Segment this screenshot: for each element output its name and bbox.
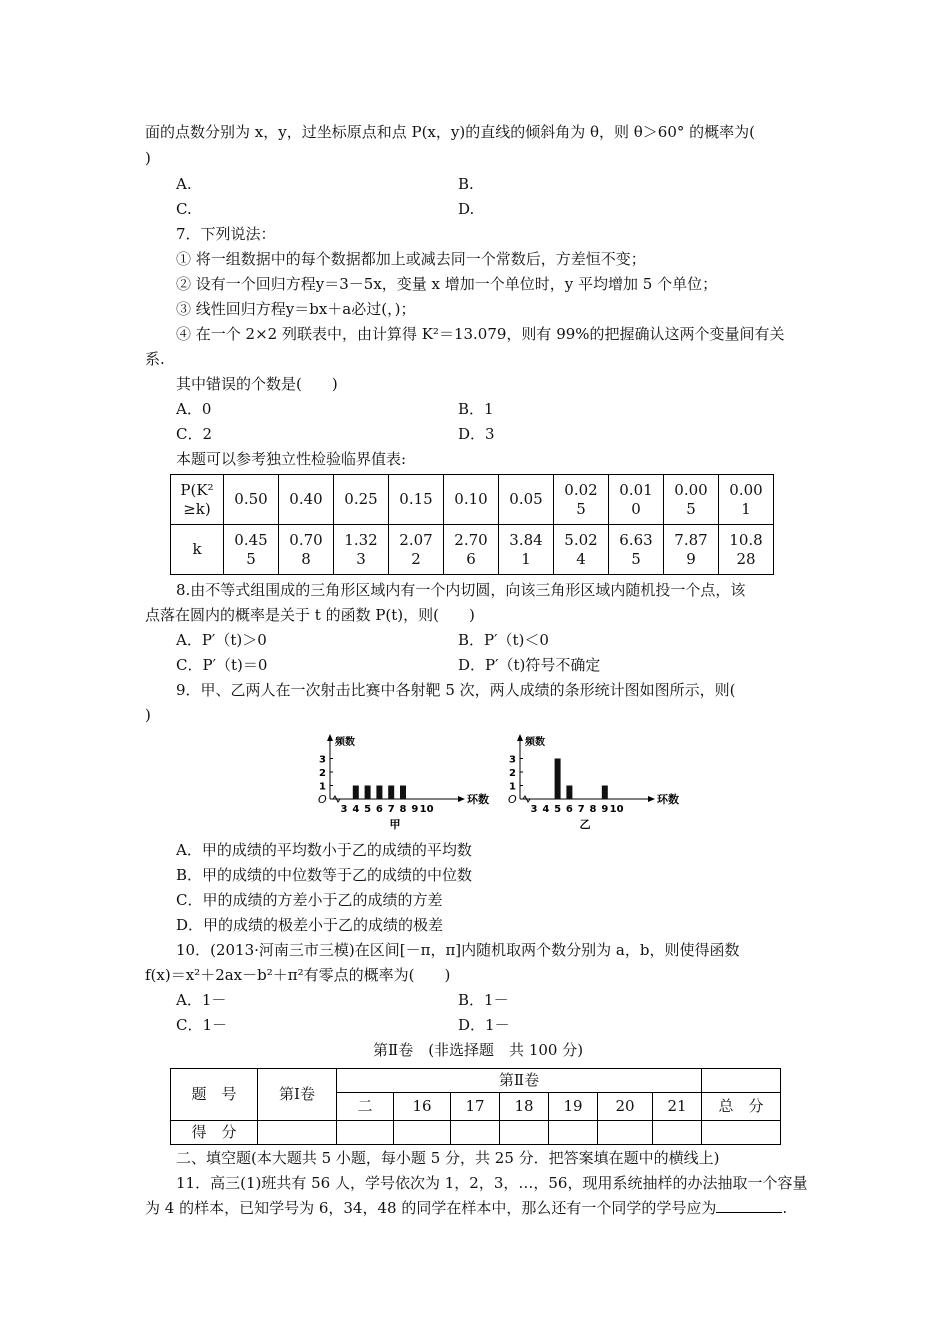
cell-line: 28 (736, 549, 756, 568)
x-tick-label: 3 (530, 804, 538, 815)
x-axis-arrow (648, 796, 655, 802)
k-cell (444, 525, 499, 575)
q6-option-b: B. (458, 175, 474, 193)
cell-line: 0.40 (289, 490, 323, 508)
critical-table-head-k: k (171, 525, 224, 575)
cell-line: 9 (686, 549, 696, 568)
bar (376, 786, 382, 800)
q8-option-c: C．P′（t)＝0 (176, 656, 268, 674)
q6-option-c: C. (176, 200, 192, 218)
q6-line1: 面的点数分别为 x，y，过坐标原点和点 P(x，y)的直线的倾斜角为 θ，则 θ＞60° 的概率为( (145, 123, 756, 141)
cell-line: 1 (521, 549, 531, 568)
k-cell (719, 525, 774, 575)
cell-line: 0.10 (454, 490, 488, 508)
score-col: 21 (653, 1093, 702, 1121)
x-tick-label: 8 (589, 804, 597, 815)
cell-line: 0.45 (234, 530, 268, 549)
cell-line: ≥k) (183, 499, 211, 518)
p-cell (609, 475, 664, 525)
score-input-cell[interactable] (702, 1121, 781, 1145)
q7-statement-4-cont: 系. (145, 350, 165, 368)
y-axis-arrow (517, 734, 523, 741)
x-tick-label: 6 (375, 804, 383, 815)
q8-option-d: D．P′（t)符号不确定 (458, 656, 601, 674)
score-table-qnum-head: 题 号 (171, 1069, 258, 1121)
q7-statement-4: ④ 在一个 2×2 列联表中，由计算得 K²＝13.079，则有 99%的把握确认这两个变量间有关 (176, 325, 785, 343)
critical-value-table (170, 474, 774, 575)
q6-option-d: D. (458, 200, 475, 218)
k-cell (554, 525, 609, 575)
q9-option-a: A．甲的成绩的平均数小于乙的成绩的平均数 (176, 841, 472, 859)
cell-line: 10.8 (729, 530, 763, 549)
score-table-score-row (171, 1121, 781, 1145)
score-col: 18 (500, 1093, 549, 1121)
x-tick-label: 7 (577, 804, 585, 815)
cell-line: 0.50 (234, 490, 268, 508)
q8-option-a: A．P′（t)＞0 (176, 631, 267, 649)
score-col: 20 (598, 1093, 653, 1121)
p-cell (664, 475, 719, 525)
q7-ask: 其中错误的个数是( ) (176, 375, 338, 393)
cell-line: 0.15 (399, 490, 433, 508)
score-table (170, 1068, 781, 1145)
x-axis-label: 环数 (467, 793, 489, 806)
x-tick-label: 4 (542, 804, 550, 815)
k-cell (664, 525, 719, 575)
cell-line: 8 (301, 549, 311, 568)
y-tick-label: 3 (319, 754, 326, 766)
cell-line: 2.70 (454, 530, 488, 549)
p-cell (334, 475, 389, 525)
part2-title: 第Ⅱ卷 (非选择题 共 100 分) (373, 1041, 584, 1059)
q11-answer-blank[interactable] (716, 1198, 782, 1213)
x-tick-label: 7 (387, 804, 395, 815)
cell-line: 2 (411, 549, 421, 568)
score-table-score-head: 得 分 (171, 1121, 258, 1145)
cell-line: 0.05 (509, 490, 543, 508)
cell-line: 6.63 (619, 530, 653, 549)
x-tick-label: 9 (411, 804, 419, 815)
cell-line: 5.02 (564, 530, 598, 549)
cell-line: 5 (576, 499, 586, 518)
score-input-cell[interactable] (500, 1121, 549, 1145)
bar (555, 759, 561, 800)
score-table-part2-head: 第Ⅱ卷 (337, 1069, 702, 1093)
k-cell (224, 525, 279, 575)
cell-line: 6 (466, 549, 476, 568)
q9-line2: ) (145, 706, 151, 724)
score-input-cell[interactable] (394, 1121, 451, 1145)
q10-line2: f(x)＝x²＋2ax－b²＋π²有零点的概率为( ) (145, 966, 451, 984)
cell-line: 5 (246, 549, 256, 568)
x-tick-label: 8 (399, 804, 407, 815)
cell-line: 4 (576, 549, 586, 568)
origin-label: O (508, 793, 517, 806)
bar (365, 786, 371, 800)
chart-title: 乙 (579, 818, 591, 831)
cell-line: 5 (686, 499, 696, 518)
x-tick-label: 5 (554, 804, 562, 815)
cell-line: 1 (741, 499, 751, 518)
p-cell (279, 475, 334, 525)
p-cell (444, 475, 499, 525)
bar (353, 786, 359, 800)
score-table-empty-cell (702, 1069, 781, 1093)
q7-reference-note: 本题可以参考独立性检验临界值表: (176, 450, 407, 468)
y-tick-label: 1 (319, 781, 326, 793)
origin-label: O (318, 793, 327, 806)
y-tick-label: 2 (509, 768, 516, 779)
p-cell (719, 475, 774, 525)
q7-option-a: A．0 (176, 400, 212, 418)
score-table-part1-head: 第Ⅰ卷 (258, 1069, 337, 1121)
score-table-total-head: 总 分 (702, 1093, 781, 1121)
k-cell (389, 525, 444, 575)
score-col: 二 (337, 1093, 394, 1121)
y-tick-label: 3 (509, 754, 516, 766)
bar (400, 786, 406, 800)
cell-line: 2.07 (399, 530, 433, 549)
q10-option-a: A．1－ (176, 991, 227, 1009)
cell-line: 7.87 (674, 530, 708, 549)
x-tick-label: 5 (364, 804, 372, 815)
critical-table-row-p (171, 475, 774, 525)
q11-line2 (145, 1198, 787, 1218)
cell-line: 3.84 (509, 530, 543, 549)
cell-line: 5 (631, 549, 641, 568)
bar-chart-yi (500, 733, 690, 833)
q7-statement-3: ③ 线性回归方程y＝bx＋a必过(，)； (176, 300, 416, 318)
x-tick-label: 4 (352, 804, 360, 815)
cell-line: 0 (631, 499, 641, 518)
p-cell (499, 475, 554, 525)
y-axis-arrow (327, 734, 333, 741)
q8-option-b: B．P′（t)＜0 (458, 631, 549, 649)
q7-option-b: B．1 (458, 400, 494, 418)
q7-statement-2: ② 设有一个回归方程y＝3－5x，变量 x 增加一个单位时，y 平均增加 5 个单位； (176, 275, 718, 293)
cell-line: P(K² (180, 480, 214, 499)
bar (566, 786, 572, 800)
q10-option-c: C．1－ (176, 1016, 228, 1034)
q9-option-c: C．甲的成绩的方差小于乙的成绩的方差 (176, 891, 443, 909)
cell-line: 0.00 (674, 480, 708, 499)
q7-stem: 7．下列说法： (176, 225, 276, 243)
x-tick-label: 10 (419, 804, 434, 815)
cell-line: 0.70 (289, 530, 323, 549)
score-input-cell[interactable] (451, 1121, 500, 1145)
cell-line: 0.25 (344, 490, 378, 508)
score-input-cell[interactable] (258, 1121, 337, 1145)
q11-period: . (782, 1199, 788, 1217)
chart-title: 甲 (389, 818, 401, 831)
p-cell (224, 475, 279, 525)
y-tick-label: 2 (319, 768, 326, 779)
score-input-cell[interactable] (653, 1121, 702, 1145)
x-axis-label: 环数 (657, 793, 679, 806)
q8-line1: 8.由不等式组围成的三角形区域内有一个内切圆，向该三角形区域内随机投一个点，该 (176, 581, 746, 599)
q7-option-d: D．3 (458, 425, 495, 443)
k-cell (334, 525, 389, 575)
q11-line1: 11．高三(1)班共有 56 人，学号依次为 1，2，3，…，56，现用系统抽样的办法抽取一个容量 (176, 1174, 808, 1192)
q6-option-a: A. (176, 175, 192, 193)
q7-option-c: C．2 (176, 425, 213, 443)
y-tick-label: 1 (509, 781, 516, 793)
bar (602, 786, 608, 800)
bar (388, 786, 394, 800)
k-cell (279, 525, 334, 575)
cell-line: 0.00 (729, 480, 763, 499)
x-axis-arrow (458, 796, 465, 802)
score-col: 17 (451, 1093, 500, 1121)
q9-option-d: D．甲的成绩的极差小于乙的成绩的极差 (176, 916, 444, 934)
score-input-cell[interactable] (598, 1121, 653, 1145)
x-tick-label: 10 (609, 804, 624, 815)
critical-table-head-p (171, 475, 224, 525)
x-tick-label: 3 (340, 804, 348, 815)
score-col: 16 (394, 1093, 451, 1121)
cell-line: 1.32 (344, 530, 378, 549)
score-input-cell[interactable] (549, 1121, 598, 1145)
cell-line: 0.01 (619, 480, 653, 499)
p-cell (389, 475, 444, 525)
k-cell (609, 525, 664, 575)
x-tick-label: 6 (565, 804, 573, 815)
score-table-header-row (171, 1069, 781, 1093)
y-axis-label: 频数 (335, 737, 355, 748)
bar-chart-jia (310, 733, 500, 833)
score-input-cell[interactable] (337, 1121, 394, 1145)
q9-option-b: B．甲的成绩的中位数等于乙的成绩的中位数 (176, 866, 473, 884)
q10-line1: 10．(2013·河南三市三模)在区间[－π，π]内随机取两个数分别为 a，b，则使得函数 (176, 941, 740, 959)
y-axis-label: 频数 (525, 737, 545, 748)
score-col: 19 (549, 1093, 598, 1121)
q8-line2: 点落在圆内的概率是关于 t 的函数 P(t)，则( ) (145, 606, 475, 624)
p-cell (554, 475, 609, 525)
cell-line: 0.02 (564, 480, 598, 499)
q10-option-b: B．1－ (458, 991, 509, 1009)
critical-table-row-k (171, 525, 774, 575)
q11-line2-text: 为 4 的样本，已知学号为 6，34，48 的同学在样本中，那么还有一个同学的学号应为 (145, 1199, 717, 1217)
q9-line1: 9．甲、乙两人在一次射击比赛中各射靶 5 次，两人成绩的条形统计图如图所示，则( (176, 681, 736, 699)
k-cell (499, 525, 554, 575)
q7-statement-1: ① 将一组数据中的每个数据都加上或减去同一个常数后，方差恒不变； (176, 250, 646, 268)
section2-heading: 二、填空题(本大题共 5 小题，每小题 5 分，共 25 分．把答案填在题中的横线上) (176, 1149, 720, 1167)
q6-line2: ) (145, 149, 151, 167)
cell-line: 3 (356, 549, 366, 568)
q10-option-d: D．1－ (458, 1016, 510, 1034)
x-tick-label: 9 (601, 804, 609, 815)
